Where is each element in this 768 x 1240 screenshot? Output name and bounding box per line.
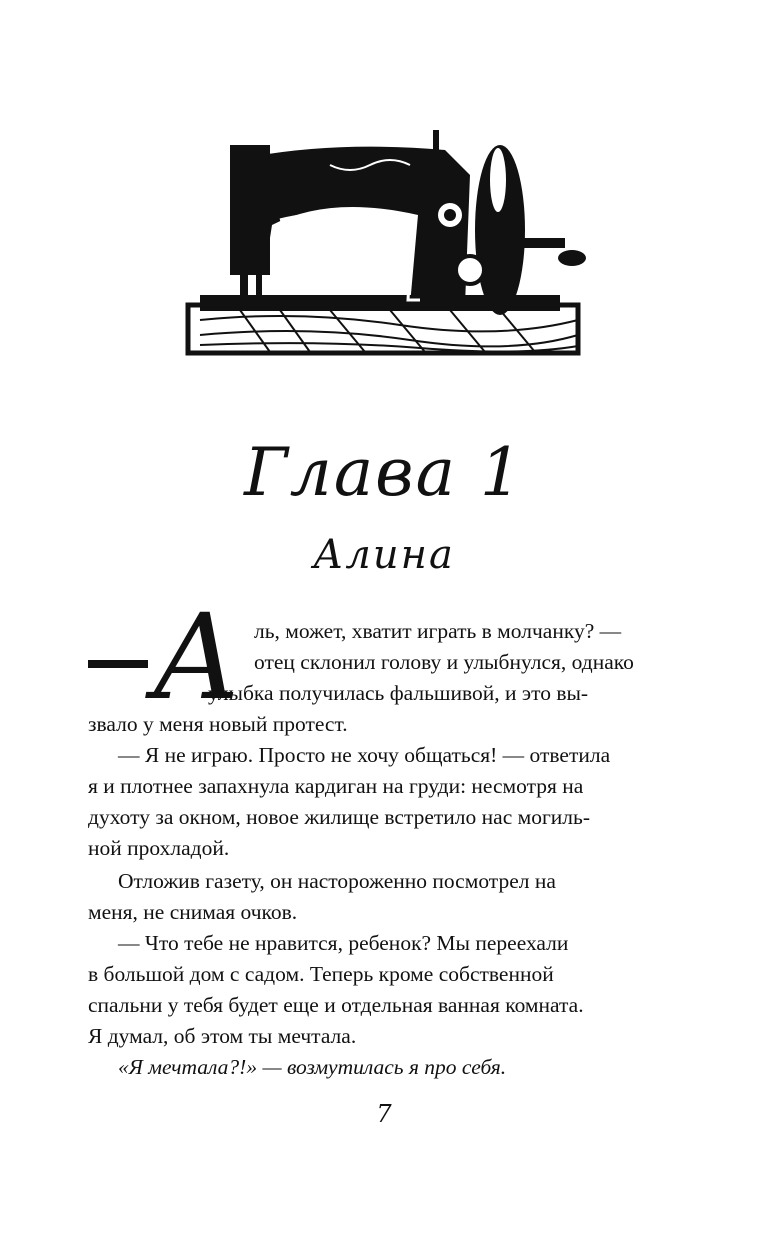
- text-line: меня, не снимая очков.: [88, 900, 298, 924]
- text-line: ль, может, хватит играть в молчанку? —: [254, 619, 622, 643]
- sewing-machine-icon: [180, 120, 590, 365]
- text-line: в большой дом с садом. Теперь кроме собственной: [88, 962, 554, 986]
- chapter-title: Глава 1: [244, 434, 524, 511]
- text-line: спальни у тебя будет еще и отдельная ванная комната.: [88, 993, 584, 1017]
- text-line: Я думал, об этом ты мечтала.: [88, 1024, 357, 1048]
- text-line: улыбка получилась фальшивой, и это вы-: [208, 681, 589, 705]
- text-line: ной прохладой.: [88, 836, 230, 860]
- paragraph-1: [88, 616, 654, 756]
- paragraph-4: [88, 928, 654, 1058]
- page-number: 7: [376, 1100, 392, 1128]
- text-line: звало у меня новый протест.: [88, 712, 348, 736]
- paragraph-2: [88, 740, 654, 870]
- chapter-subtitle: Алина: [313, 532, 455, 578]
- dropcap-letter: А: [152, 588, 242, 726]
- text-line: духоту за окном, новое жилище встретило нас могиль-: [88, 805, 591, 829]
- text-line: Отложив газету, он настороженно посмотрел на: [118, 869, 556, 893]
- paragraph-5: [88, 1052, 654, 1087]
- paragraph-3: [88, 866, 654, 936]
- text-line: «Я мечтала?!» — возмутилась я про себя.: [118, 1055, 507, 1079]
- sewing-machine-illustration: [180, 120, 590, 365]
- text-line: я и плотнее запахнула кардиган на груди: несмотря на: [88, 774, 584, 798]
- text-line: отец склонил голову и улыбнулся, однако: [254, 650, 634, 674]
- text-line: — Я не играю. Просто не хочу общаться! — ответила: [118, 743, 611, 767]
- text-line: — Что тебе не нравится, ребенок? Мы переехали: [118, 931, 569, 955]
